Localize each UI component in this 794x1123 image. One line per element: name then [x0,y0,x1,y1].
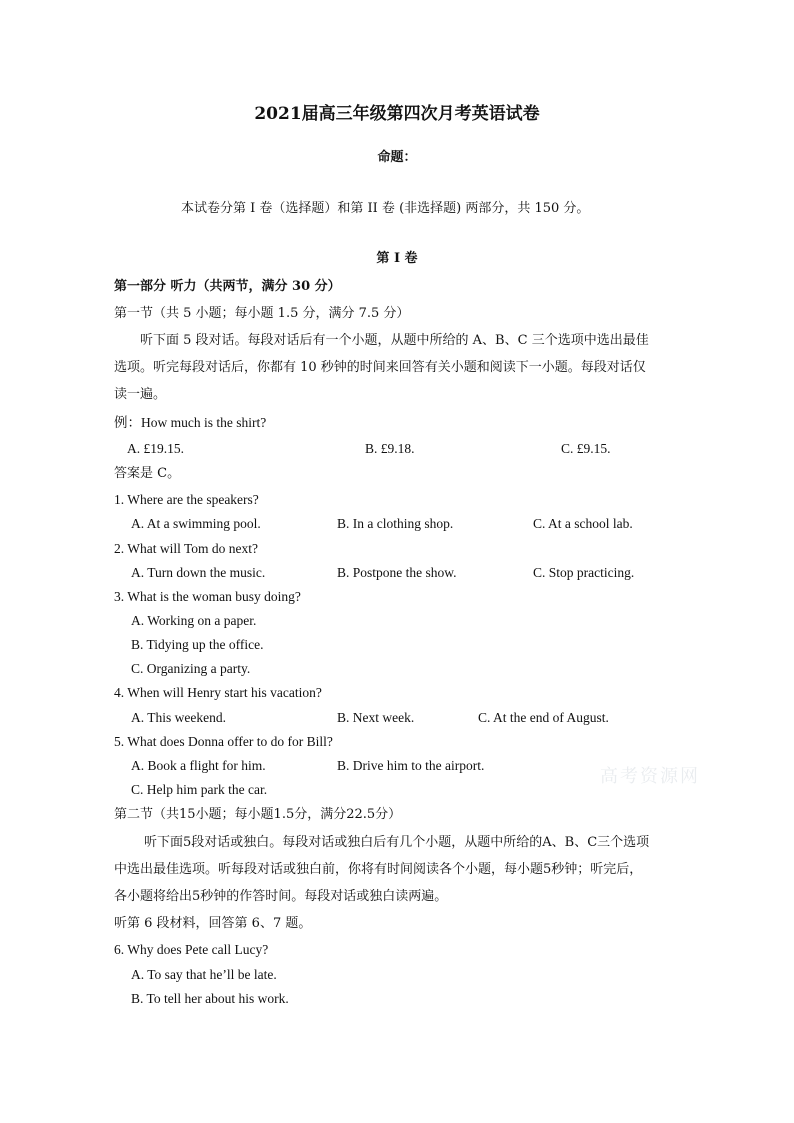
question-3-option-b: B. Tidying up the office. [131,637,264,652]
question-1-option-a: A. At a swimming pool. [131,516,261,531]
volume1-heading: 第 I 卷 [376,251,418,266]
question-5-option-a: A. Book a flight for him. [131,758,266,773]
example-question: 例：How much is the shirt? [114,415,267,430]
example-option-a: A. £19.15. [127,441,184,456]
question-4-option-c: C. At the end of August. [478,710,609,725]
section1-instruction-line: 读一遍。 [114,387,167,402]
watermark: 高考资源网 [600,766,700,787]
example-option-c: C. £9.15. [561,441,611,456]
section1-heading: 第一节（共 5 小题；每小题 1.5 分，满分 7.5 分） [114,306,410,321]
question-6-option-a: A. To say that he’ll be late. [131,967,277,982]
question-2-option-c: C. Stop practicing. [533,565,635,580]
exam-title: 2021届高三年级第四次月考英语试卷 [254,104,540,124]
question-3-option-c: C. Organizing a party. [131,661,251,676]
question-6-option-b: B. To tell her about his work. [131,991,289,1006]
question-4-option-a: A. This weekend. [131,710,226,725]
question-1-option-b: B. In a clothing shop. [337,516,454,531]
question-1-option-c: C. At a school lab. [533,516,633,531]
question-3: 3. What is the woman busy doing? [114,589,301,604]
section2-instruction-line: 中选出最佳选项。听每段对话或独白前，你将有时间阅读各个小题，每小题5秒钟；听完后， [114,862,643,877]
question-5-option-c: C. Help him park the car. [131,782,268,797]
material-note: 听第 6 段材料，回答第 6、7 题。 [114,916,312,931]
example-answer: 答案是 C。 [114,466,181,481]
question-2-option-b: B. Postpone the show. [337,565,457,580]
example-option-b: B. £9.18. [365,441,415,456]
exam-intro: 本试卷分第 I 卷（选择题）和第 II 卷 (非选择题) 两部分，共 150 分。 [181,201,590,216]
section2-instruction-line: 听下面5段对话或独白。每段对话或独白后有几个小题，从题中所给的A、B、C三个选项 [144,835,650,850]
question-2: 2. What will Tom do next? [114,541,259,556]
section2-instruction-line: 各小题将给出5秒钟的作答时间。每段对话或独白读两遍。 [114,889,448,904]
question-6: 6. Why does Pete call Lucy? [114,942,269,957]
section2-heading: 第二节（共15小题；每小题1.5分，满分22.5分） [114,807,402,822]
question-3-option-a: A. Working on a paper. [131,613,257,628]
section1-instruction-line: 听下面 5 段对话。每段对话后有一个小题，从题中所给的 A、B、C 三个选项中选出最佳 [140,333,649,348]
author-label: 命题： [377,150,417,165]
question-1: 1. Where are the speakers? [114,492,259,507]
question-2-option-a: A. Turn down the music. [131,565,266,580]
question-4: 4. When will Henry start his vacation? [114,685,322,700]
section1-instruction-line: 选项。听完每段对话后，你都有 10 秒钟的时间来回答有关小题和阅读下一小题。每段对话仅 [114,360,646,375]
part1-heading: 第一部分 听力（共两节，满分 30 分） [114,279,341,294]
question-5-option-b: B. Drive him to the airport. [337,758,485,773]
question-5: 5. What does Donna offer to do for Bill? [114,734,333,749]
question-4-option-b: B. Next week. [337,710,415,725]
